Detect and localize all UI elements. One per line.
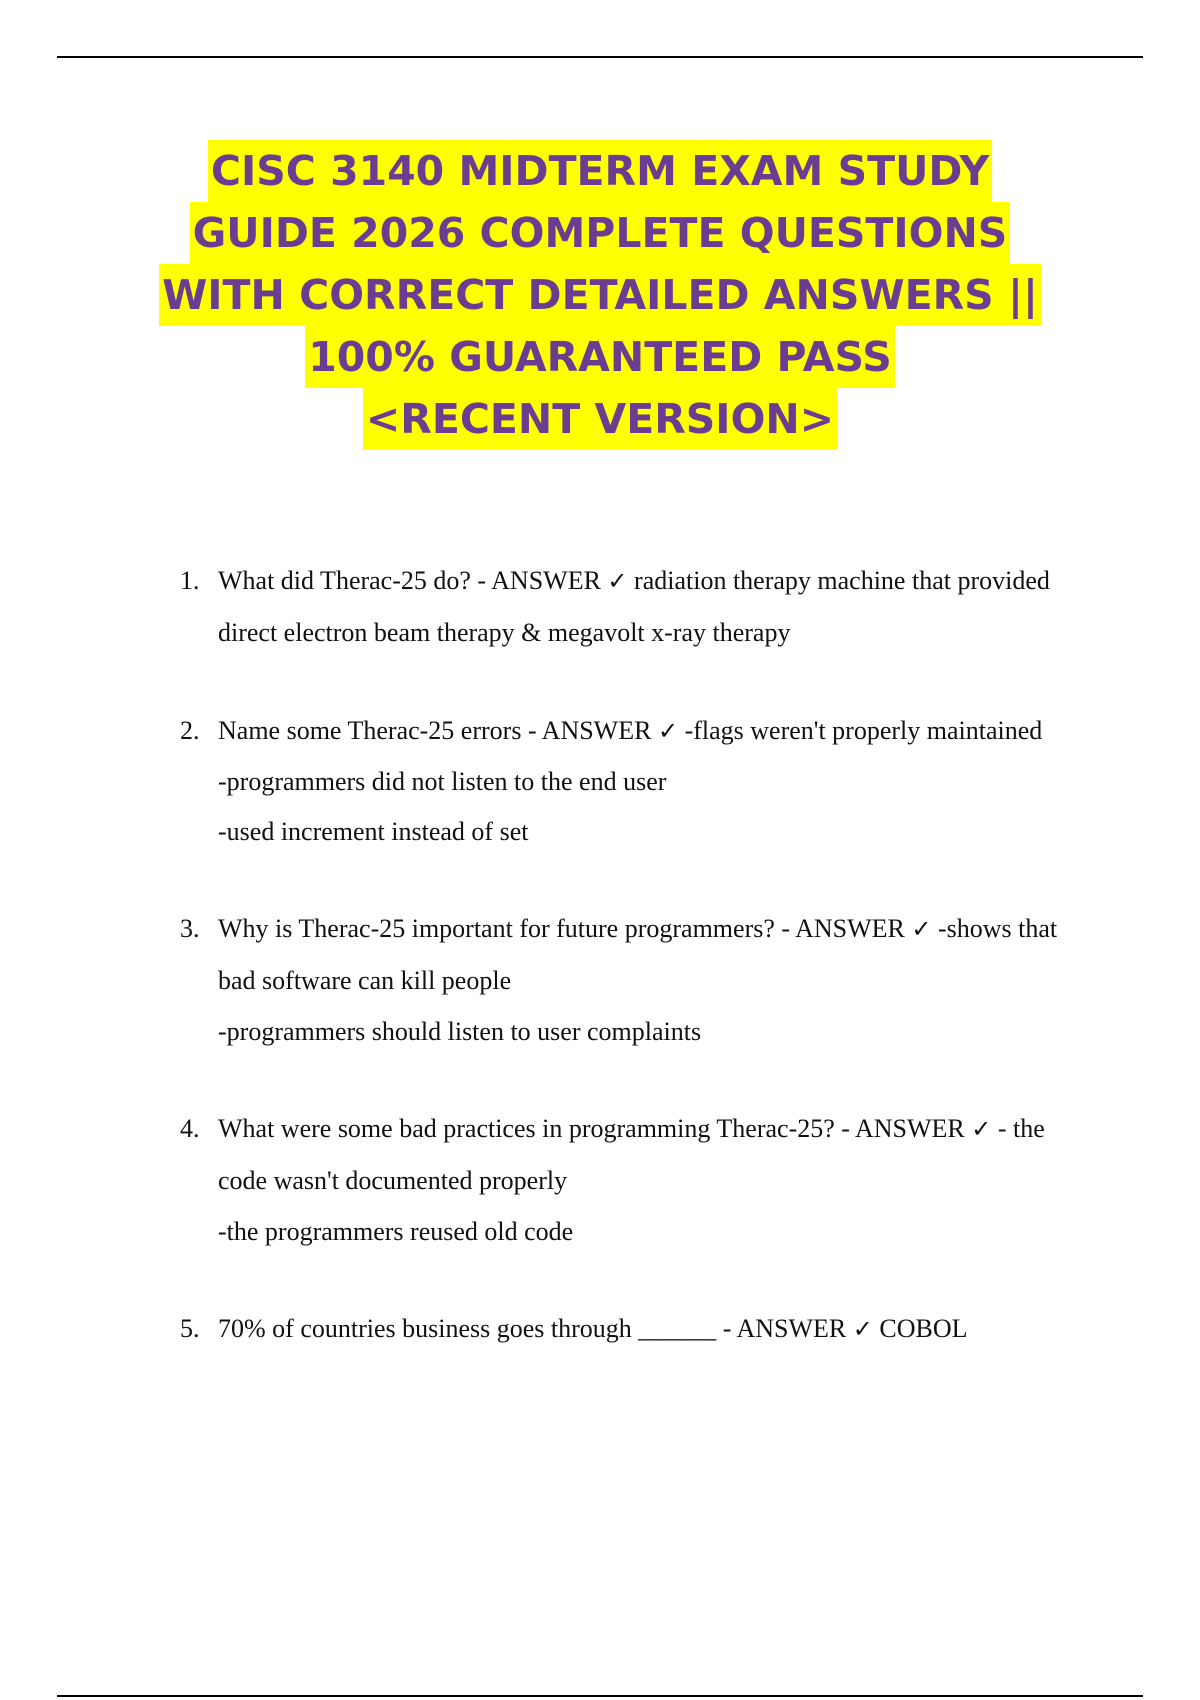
question-prompt: Name some Therac-25 errors - ANSWER (218, 716, 652, 745)
question-item-3 (180, 903, 1080, 1057)
answer-text: radiation therapy machine that provided direct electron beam therapy & megavolt x-ray therapy (218, 566, 1050, 647)
top-rule (57, 56, 1143, 58)
question-number: 4. (180, 1114, 200, 1143)
answer-text: -flags weren't properly maintained (684, 716, 1043, 745)
title-line-3: WITH CORRECT DETAILED ANSWERS || (159, 264, 1041, 326)
question-number: 2. (180, 716, 200, 745)
document-title (100, 140, 1100, 450)
question-item-4 (180, 1103, 1080, 1257)
bottom-rule (57, 1695, 1143, 1697)
check-icon: ✓ (971, 1115, 992, 1143)
question-text (218, 555, 1080, 659)
question-number: 3. (180, 914, 200, 943)
question-prompt: What were some bad practices in programming Therac-25? - ANSWER (218, 1114, 965, 1143)
answer-text: COBOL (879, 1314, 968, 1343)
question-number: 5. (180, 1314, 200, 1343)
answer-text: -shows that bad software can kill people (218, 914, 1058, 995)
question-text (218, 705, 1080, 757)
question-list (180, 555, 1080, 1401)
question-prompt: What did Therac-25 do? - ANSWER (218, 566, 601, 595)
question-text (218, 903, 1080, 1007)
title-line-5: <RECENT VERSION> (363, 388, 837, 450)
check-icon: ✓ (657, 717, 679, 745)
answer-text: - the code wasn't documented properly (218, 1114, 1045, 1195)
title-line-4: 100% GUARANTEED PASS (305, 326, 895, 388)
question-prompt: 70% of countries business goes through ______ - ANSWER (218, 1314, 847, 1343)
question-text (218, 1303, 1080, 1355)
title-line-1: CISC 3140 MIDTERM EXAM STUDY (208, 140, 992, 202)
answer-extra-line: -used increment instead of set (218, 817, 529, 846)
answer-extra-line: -the programmers reused old code (218, 1217, 574, 1246)
answer-extra-line: -programmers should listen to user complaints (218, 1017, 702, 1046)
check-icon: ✓ (607, 567, 628, 595)
question-item-2 (180, 705, 1080, 857)
check-icon: ✓ (852, 1315, 873, 1343)
question-item-5 (180, 1303, 1080, 1355)
check-icon: ✓ (911, 915, 932, 943)
question-text (218, 1103, 1080, 1207)
question-prompt: Why is Therac-25 important for future programmers? - ANSWER (218, 914, 905, 943)
answer-extra-line: -programmers did not listen to the end user (218, 767, 667, 796)
title-line-2: GUIDE 2026 COMPLETE QUESTIONS (190, 202, 1011, 264)
question-item-1 (180, 555, 1080, 659)
question-number: 1. (180, 566, 200, 595)
